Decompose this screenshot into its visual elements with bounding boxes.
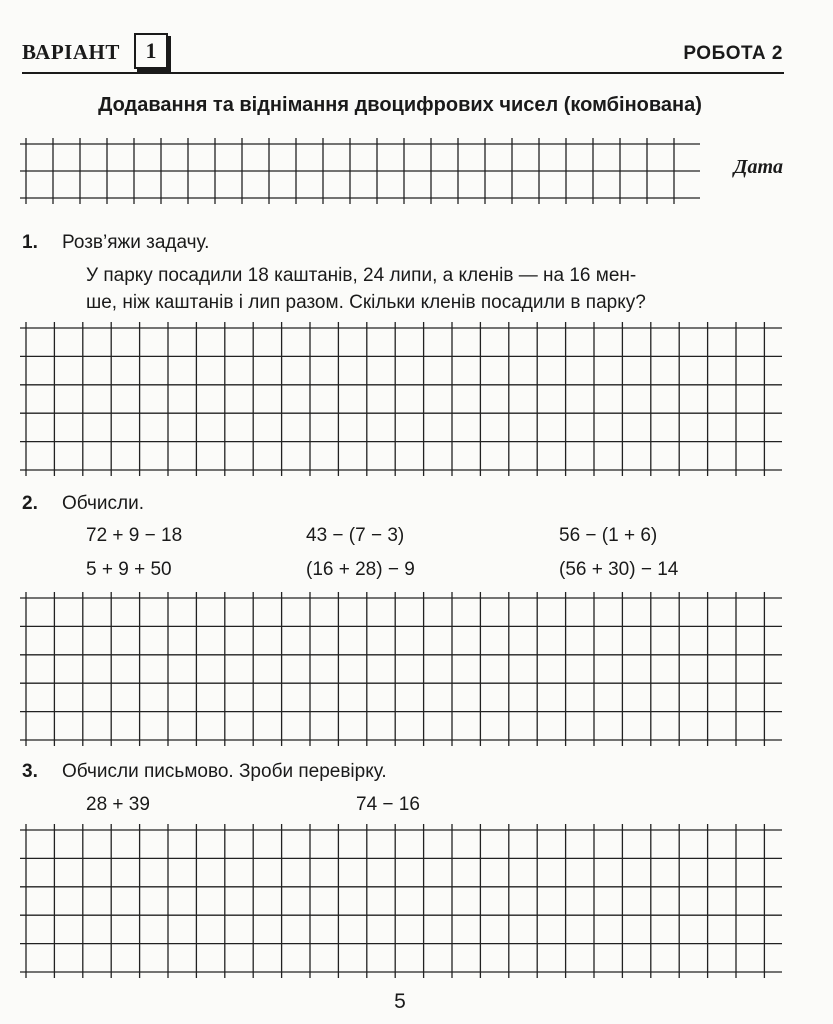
task-1-title: Розв’яжи задачу. — [62, 232, 210, 253]
expression: (16 + 28) − 9 — [306, 559, 415, 580]
task-1-text-line-1: У парку посадили 18 каштанів, 24 липи, а кленів — на 16 мен- — [86, 265, 637, 286]
date-grid — [20, 138, 700, 204]
work-label: РОБОТА 2 — [683, 43, 783, 64]
task-1-text-line-2: ше, ніж каштанів і лип разом. Скільки кленів посадили в парку? — [86, 292, 646, 313]
variant-label: ВАРІАНТ — [22, 40, 120, 64]
task-3-number: 3. — [22, 761, 38, 782]
expression: 72 + 9 − 18 — [86, 525, 183, 546]
task-1-number: 1. — [22, 232, 38, 253]
expression: 43 − (7 − 3) — [306, 525, 405, 546]
header-divider — [22, 72, 784, 74]
page-number: 5 — [394, 990, 406, 1013]
task-3-answer-grid — [20, 824, 782, 978]
task-2-answer-grid — [20, 592, 782, 746]
task-2-number: 2. — [22, 493, 38, 514]
expression: 28 + 39 — [86, 794, 150, 815]
expression: 5 + 9 + 50 — [86, 559, 172, 580]
expression: 56 − (1 + 6) — [559, 525, 658, 546]
task-2-title: Обчисли. — [62, 493, 145, 514]
page-title: Додавання та віднімання двоцифрових чисел (комбінована) — [98, 94, 702, 116]
task-1-answer-grid — [20, 322, 782, 476]
expression: 74 − 16 — [356, 794, 420, 815]
date-label: Дата — [733, 156, 783, 178]
variant-number-box: 1 — [134, 33, 168, 69]
expression: (56 + 30) − 14 — [559, 559, 679, 580]
task-3-title: Обчисли письмово. Зроби перевірку. — [62, 761, 387, 782]
